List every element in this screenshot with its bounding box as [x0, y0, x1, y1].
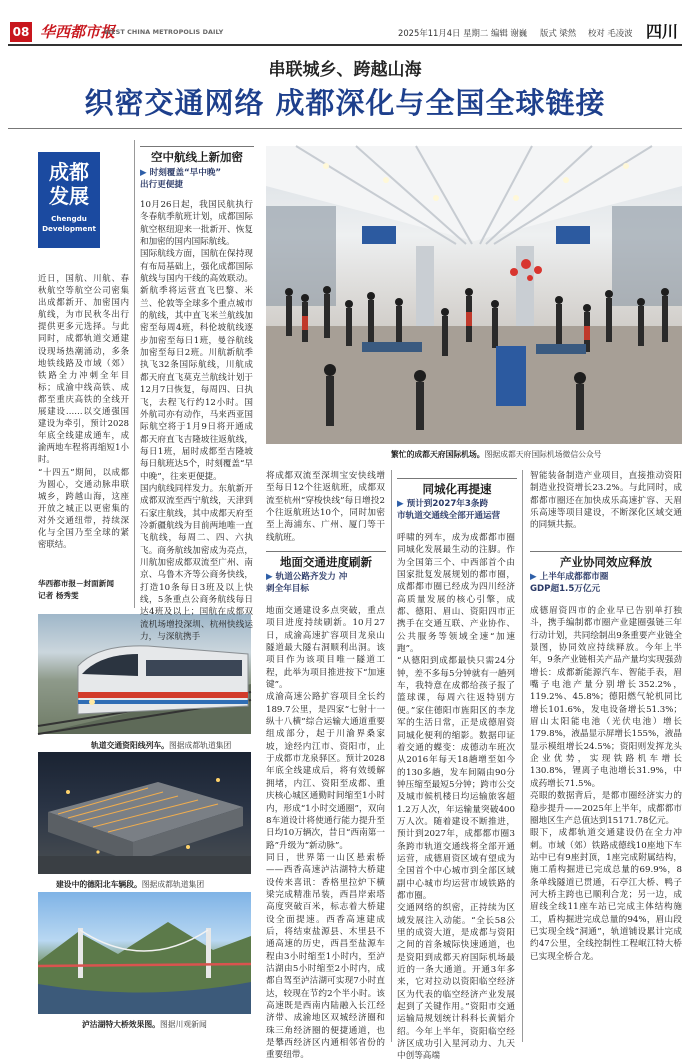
depot-caption: 建设中的德阳北车辆段。图据成都轨道集团	[56, 880, 205, 889]
section-name: 四川	[646, 22, 679, 41]
column-tag-en: Chengdu Development	[42, 214, 96, 233]
paper-name-en: WEST CHINA METROPOLIS DAILY	[104, 28, 224, 36]
city-text: 呼啸的列车，成为成都都市圈同城化发展最生动的注脚。作为全国第三个、中西部首个由国家批复发展规划的都市圈，成都都市圈已经成为四川经济高质量发展的核心引擎，成都、德阳、眉山、资阳四市正携手在交通互联、产业协作、公共服务等领域全速“加速跑”。 “从德阳到成都最快只需24分钟，差不多每5分钟就有一趟列车，我特意在成都给孩子报了篮球课，每周六往返特别方便。”家住德阳市旌阳区的李龙军的生活日常，正是成德眉资同城化便利的缩影。数据印证着交通的蝶变：成德动车班次从2016年每天18趟增至如今的130多趟，发车间隔由90分钟压缩至最短5分钟；跨市公交及城市候机楼日均运输旅客超1.2万人次，年运输量突破400万人次。随着建设不断推进，预计到2027年，成都都市圈3条跨市轨道交通线将全部开通运营，成德眉资区域有望成为全国首个中心城市到全部区域副中心城市均运营市域铁路的都市圈。 交通网络的织密，正持续为区域发展注入动能。“全长58公里的成资大道，是成都与资阳之间的首条城际快速通道，也是资阳到成都天府国际机场最近的一条大通道。开通3年多来，它对拉动以资阳临空经济区为代表的临空经济产业发展起到了关键作用。”资阳市交通运输局规划统计科科长黄韬介绍。今年上半年，资阳临空经济区成功引入星河动力、九天中创等高端	[397, 533, 515, 1062]
masthead	[0, 0, 690, 46]
column-tag-title: 成都 发展	[49, 160, 89, 208]
headline-kicker: 串联城乡、跨越山海	[268, 60, 422, 80]
bridge-illustration	[38, 892, 251, 1014]
air-text-continued: 将成都双流至深圳宝安快线增至每日12个往返航班，成都双流至杭州“穿梭快线”每日增投2个往返航班达10个，同时加密至上海浦东、广州、厦门等干线航班。	[266, 471, 385, 543]
air-title-rule	[140, 146, 254, 147]
air-deck: ▶ 时刻覆盖“早中晚” 出行更便捷	[140, 168, 222, 190]
synergy-text-top: 智能装备制造产业项目，直接推动资阳制造业投资增长23.2%。与此同时，成都都市圈还在加快成乐高速扩容、天眉乐高速等项目建设，不断深化区域交通的同频共振。	[530, 471, 682, 531]
synergy-text: 成德眉资四市的企业早已告别单打独斗，携手编制都市圈产业建圈强链三年行动计划，共同绘制出9条重要产业链全景图，协同效应持续释放。今年上半年，9条产业链相关产品产量均实现强劲增长：成都新能源汽车、智能手表，眉嘴子电池产量分别增长352.2%，119.2%、45.8%；德阳燃气轮机同比增长101.6%，发电设备增长51.3%；眉山太阳能电池（光伏电池）增长179.8%，液晶显示屏增长155%，液晶显示模组增长24.5%；资阳则发挥龙头企业优势，实现铁路机车增长130.8%，锂离子电池增长31.9%，中成药增长71.5%。 亮眼的数据背后，是都市圈经济实力的稳步提升——2025年上半年，成都都市圈地区生产总值达到15171.78亿元。 眼下，成都轨道交通建设仍在全力冲刺。市域（郊）铁路成德线10座地下车站中已有9座封顶，1座完成附属结构，施工盾构掘进已完成总量的69.9%，8条单线隧道已贯通，石亭江大桥、鸭子河大桥主跨也已顺利合龙；另一边，成眉线全线11座车站已完成主体结构施工，盾构掘进完成总量的94%，眉山段已实现全线“洞通”，轨道铺设累计完成约47公里，全线控制性工程岷江特大桥已实现全桥合龙。	[530, 606, 682, 962]
ground-deck: ▶ 轨道公路齐发力 冲 刺全年目标	[266, 572, 348, 594]
ground-text: 地面交通建设多点突破，重点项目进度持续刷新。10月27日，成渝高速扩容项目龙泉山隧道最大隧右洞顺利出洞。该项目作为该项目唯一隧道工程，此举为项目推进按下“加速键”。 成渝高速公路扩容项目全长约189.7公里，是四家“七射十一纵十八横”综合运输大通道重要组成部分，起于川渝界桑家坡，途经内江市、资阳市，止于成都市龙泉驿区。预计2028年底全线建成后，将有效缓解拥堵，内江、资阳至成都、重庆核心城区通勤时间缩至1小时内，形成“1小时交通圈”，双向8车道设计将使通行能力提升至日均10万辆次，昔日“西南第一路”升级为“新动脉”。 同日，世界第一山区悬索桥——西香高速泸沽湖特大桥建设传来喜讯：香格里拉炉下横梁完成精准吊装，西昌岸索塔高度突破百米，标志着大桥建设全面提速。西香高速建成后，将结束盐源县、木里县不通高速的历史，西昌至盐源车程由3小时缩至1小时内，至泸沽湖由5小时缩至2小时内，成都自驾至泸沽湖可实现7小时直达，较现在节约2个半小时。该高速既是西南内陆融入长江经济带、成渝地区双城经济圈和珠三角经济圈的便捷通道，也是攀西经济区内通相邻省份的重要纽带。	[266, 606, 385, 1061]
headline-main: 织密交通网络 成都深化与全国全球链接	[84, 86, 606, 120]
city-title-rule	[397, 478, 517, 479]
synergy-deck: ▶ 上半年成都都市圈 GDP超1.5万亿元	[530, 572, 609, 594]
ground-title-rule	[266, 551, 386, 552]
byline-reporter: 记者 杨秀雯	[38, 591, 79, 600]
synergy-title-rule	[530, 551, 682, 552]
layout-credit: 版式 梁然	[540, 28, 577, 38]
col-divider	[134, 140, 135, 608]
airport-caption: 繁忙的成都天府国际机场。图据成都天府国际机场微信公众号	[391, 450, 602, 459]
airport-illustration	[266, 146, 682, 444]
proofread-credit: 校对 毛凌波	[588, 28, 633, 38]
col-divider-2	[391, 470, 392, 1042]
air-title: 空中航线上新加密	[151, 150, 243, 164]
paper-name: 华西都市报	[40, 23, 116, 41]
city-deck: ▶ 预计到2027年3条跨 市轨道交通线全部开通运营	[397, 499, 501, 521]
depot-photo	[38, 752, 251, 874]
column-tag	[38, 152, 100, 248]
col-divider-3	[522, 470, 523, 1042]
issue-date: 2025年11月4日 星期二	[398, 28, 489, 38]
byline-outlet: 华西都市报－封面新闻	[38, 579, 114, 588]
headline-rule	[8, 128, 682, 129]
air-text: 10月26日起，我国民航执行冬春航季航班计划，成都国际航空枢纽迎来一批新开、恢复和加密的国内国际航线。 国际航线方面，国航在保持现有布局基础上，强化成都国际航线与国内干线的高效联动。新航季将运营直飞巴黎、米兰、伦敦等全球多个重点城市的航线，其中直飞米兰航线加密至每周4班，科伦坡航线逐步加密至每日1班，曼谷航线加密至每日2班。川航新航季执飞32条国际航线，川航成都天府直飞莫克兰航线计划于12月7日恢复，每周四、日执飞，去程飞行约12小时。国外航司亦有动作，马来西亚国际航空将于1月9日将开通成都天府直飞吉隆坡往返航线，每日1班，届时成都至吉隆坡每日航班达5个，时刻覆盖“早中晚”，往来更便捷。 国内航线同样发力。东航新开成都双流至西宁航线，天津到石家庄航线，其中成都天府至冷新疆航线为目前两地唯一直飞航线，每周二、四、六执飞。商务航线加密成为亮点，川航加密成都双流至广州、南京、乌鲁木齐等公商务快线，打造10条每日3班及以上快线，5条重点公商务航线每日达4班及以上；国航在成都双流机场增投深圳、杭州快线运力，与深航携手	[140, 200, 253, 643]
train-caption: 轨道交通资阳线列车。图据成都轨道集团	[91, 741, 232, 750]
bridge-caption: 泸沽湖特大桥效果图。图据川观新闻	[82, 1020, 207, 1029]
page-number: 08	[12, 25, 30, 39]
ground-title: 地面交通进度刷新	[280, 555, 372, 569]
editor-credit: 编辑 谢巍	[491, 28, 528, 38]
airport-photo	[266, 146, 682, 444]
city-title: 同城化再提速	[422, 482, 492, 496]
lead-text: 近日，国航、川航、春秋航空等航空公司密集出成都新开、加密国内航线，为市民秋冬出行提供更多元选择。与此同时，成都轨道交通建设现场热潮涌动，多条地铁线路及市域（郊）铁路全力冲刺全年目标；成渝中线高铁、成都至重庆高铁的全线开展建设……以交通强国建设为牵引，预计2028年底全线建成通车，成渝两地车程将再缩短1小时。 “十四五”期间，以成都为圆心，交通动脉串联城乡，跨越山海，这座开放之城正以更密集的对外交通纽带，持续深化与全国乃至全球的紧密联结。	[38, 273, 129, 550]
masthead-rule	[8, 44, 682, 46]
bridge-photo	[38, 892, 251, 1014]
synergy-title: 产业协同效应释放	[560, 555, 652, 569]
depot-illustration	[38, 752, 251, 874]
